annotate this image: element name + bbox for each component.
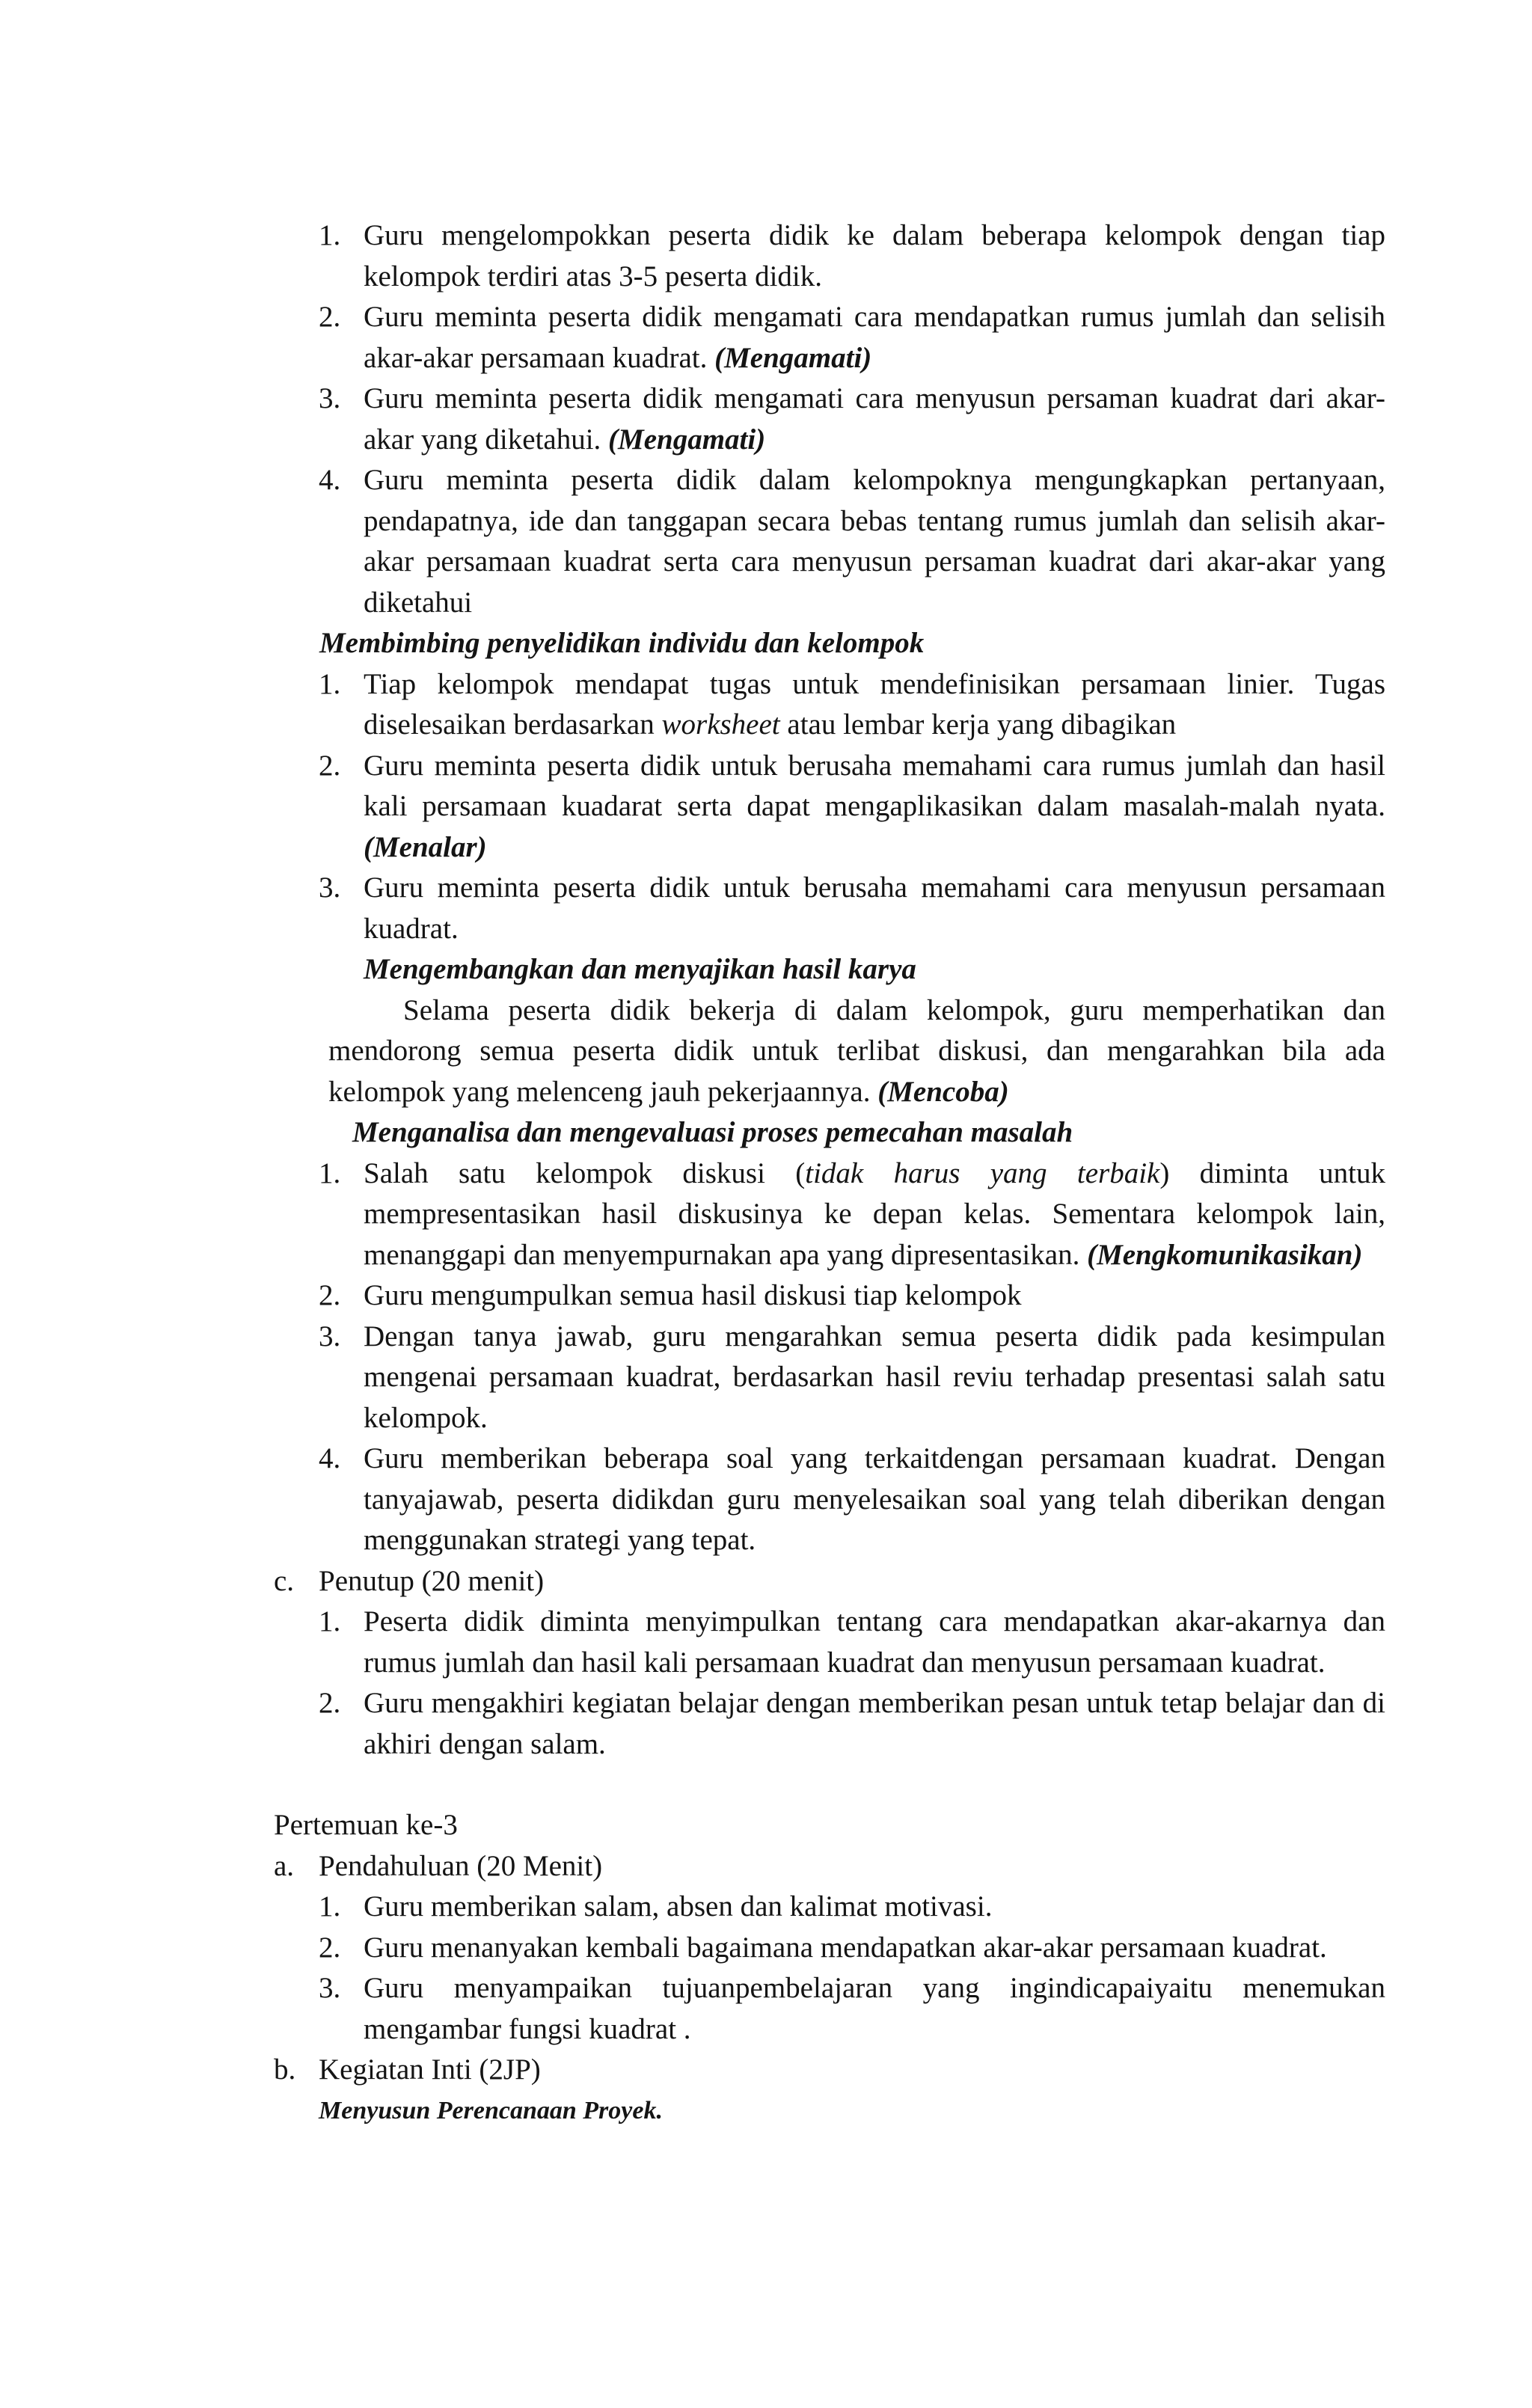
meeting-title: Pertemuan ke-3 (274, 1809, 458, 1841)
list-text: Guru meminta peserta didik mengamati cara mendapatkan rumus jumlah dan selisih akar-akar persamaan kuadrat. (364, 301, 1385, 374)
list-item (319, 868, 1385, 949)
list-number: 1. (319, 1156, 341, 1189)
list-item (319, 1968, 1385, 2050)
list-text: Tiap kelompok mendapat tugas untuk mendefinisikan persamaan linier. Tugas diselesaikan berdasarkan (364, 667, 1385, 741)
list-text: Guru memberikan salam, absen dan kalimat motivasi. (364, 1890, 993, 1923)
emphasis-text: worksheet (661, 708, 780, 741)
list-number: 3. (319, 1320, 341, 1352)
list-text: Peserta didik diminta menyimpulkan tentang cara mendapatkan akar-akarnya dan rumus jumlah dan hasil kali persamaan kuadrat dan menyusun persamaan kuadrat. (364, 1605, 1385, 1679)
list-item (319, 1928, 1385, 1969)
evaluation-list (274, 1154, 1385, 1561)
section-letter: b. (274, 2053, 296, 2086)
list-item (319, 1439, 1385, 1561)
list-number: 3. (319, 1972, 341, 2004)
list-item (319, 664, 1385, 746)
list-text: Dengan tanya jawab, guru mengarahkan semua peserta didik pada kesimpulan mengenai persamaan kuadrat, berdasarkan hasil reviu terhadap presentasi salah satu kelompok. (364, 1320, 1385, 1434)
list-text: Guru meminta peserta didik dalam kelompoknya mengungkapkan pertanyaan, pendapatnya, ide dan tanggapan secara bebas tentang rumus jumlah dan selisih akar-akar persamaan kuadrat serta cara menyusun persaman kuadrat dari akar-akar yang diketahui (364, 464, 1385, 619)
list-number: 1. (319, 219, 341, 251)
list-text: Guru menanyakan kembali bagaimana mendapatkan akar-akar persamaan kuadrat. (364, 1931, 1327, 1964)
list-item (319, 1154, 1385, 1276)
list-text: Guru memberikan beberapa soal yang terkaitdengan persamaan kuadrat. Dengan tanyajawab, peserta didikdan guru menyelesaikan soal yang telah diberikan dengan menggunakan strategi yang tepat. (364, 1442, 1385, 1556)
section-title: Kegiatan Inti (2JP) (319, 2053, 541, 2086)
section-heading: Menganalisa dan mengevaluasi proses pemecahan masalah (352, 1116, 1073, 1148)
section-title: Pendahuluan (20 Menit) (319, 1849, 603, 1882)
intro-list (274, 1887, 1385, 2050)
section-heading: Mengembangkan dan menyajikan hasil karya (364, 953, 916, 985)
section-letter: c. (274, 1564, 295, 1597)
list-number: 4. (319, 1442, 341, 1474)
list-item (319, 1683, 1385, 1765)
list-number: 3. (319, 871, 341, 904)
list-item (319, 215, 1385, 297)
sub-heading: Menyusun Perencanaan Proyek. (319, 2096, 663, 2124)
list-text: Guru meminta peserta didik mengamati cara menyusun persaman kuadrat dari akar-akar yang diketahui. (364, 382, 1385, 456)
list-item (319, 1317, 1385, 1439)
closing-section-title (274, 1561, 1385, 1602)
blank-line (274, 1765, 1385, 1805)
section-letter: a. (274, 1849, 295, 1882)
list-number: 2. (319, 1279, 341, 1311)
document-body (274, 215, 1385, 2131)
list-number: 1. (319, 1605, 341, 1637)
emphasis-text: tidak harus yang terbaik (805, 1156, 1160, 1189)
activity-tag: (Mengamati) (714, 341, 872, 374)
list-text: Guru meminta peserta didik untuk berusaha memahami cara rumus jumlah dan hasil kali persamaan kuadarat serta dapat mengaplikasikan dalam masalah-malah nyata. (364, 749, 1385, 822)
paragraph (274, 990, 1385, 1113)
activity-tag: (Mengkomunikasikan) (1087, 1238, 1363, 1271)
list-item (319, 1887, 1385, 1928)
group-activity-list (274, 215, 1385, 623)
list-number: 2. (319, 1687, 341, 1719)
list-text: atau lembar kerja yang dibagikan (779, 708, 1177, 741)
list-number: 4. (319, 464, 341, 496)
paragraph-text: Selama peserta didik bekerja di dalam kelompok, guru memperhatikan dan mendorong semua peserta didik untuk terlibat diskusi, dan mengarahkan bila ada kelompok yang melenceng jauh pekerjaannya. (328, 993, 1385, 1108)
list-item (319, 460, 1385, 623)
core-section-title (274, 2050, 1385, 2091)
activity-tag: (Mencoba) (877, 1075, 1009, 1108)
list-item (319, 379, 1385, 460)
list-text: Guru mengelompokkan peserta didik ke dalam beberapa kelompok dengan tiap kelompok terdiri atas 3-5 peserta didik. (364, 219, 1385, 292)
section-heading: Membimbing penyelidikan individu dan kelompok (319, 627, 925, 659)
activity-tag: (Mengamati) (608, 423, 766, 456)
list-item (319, 297, 1385, 379)
list-text: Guru mengumpulkan semua hasil diskusi tiap kelompok (364, 1279, 1022, 1311)
list-text: Guru mengakhiri kegiatan belajar dengan memberikan pesan untuk tetap belajar dan di akhiri dengan salam. (364, 1687, 1385, 1760)
list-number: 2. (319, 749, 341, 782)
activity-tag: (Menalar) (364, 830, 487, 863)
list-number: 3. (319, 382, 341, 414)
section-title: Penutup (20 menit) (319, 1564, 545, 1597)
list-item (319, 1602, 1385, 1683)
list-number: 2. (319, 301, 341, 333)
intro-section-title (274, 1846, 1385, 1887)
list-number: 1. (319, 1890, 341, 1923)
list-number: 1. (319, 667, 341, 700)
list-text: Guru meminta peserta didik untuk berusaha memahami cara menyusun persamaan kuadrat. (364, 871, 1385, 945)
list-item (319, 1275, 1385, 1317)
list-text: Salah satu kelompok diskusi ( (364, 1156, 806, 1189)
investigation-list (274, 664, 1385, 950)
list-text: ) diminta untuk mempresentasikan hasil diskusinya ke depan kelas. Sementara kelompok lain, menanggapi dan menyempurnakan apa yang dipresentasikan. (364, 1156, 1385, 1271)
list-text: Guru menyampaikan tujuanpembelajaran yang ingindicapaiyaitu menemukan mengambar fungsi kuadrat . (364, 1972, 1385, 2045)
closing-list (274, 1602, 1385, 1765)
list-number: 2. (319, 1931, 341, 1964)
list-item (319, 746, 1385, 868)
